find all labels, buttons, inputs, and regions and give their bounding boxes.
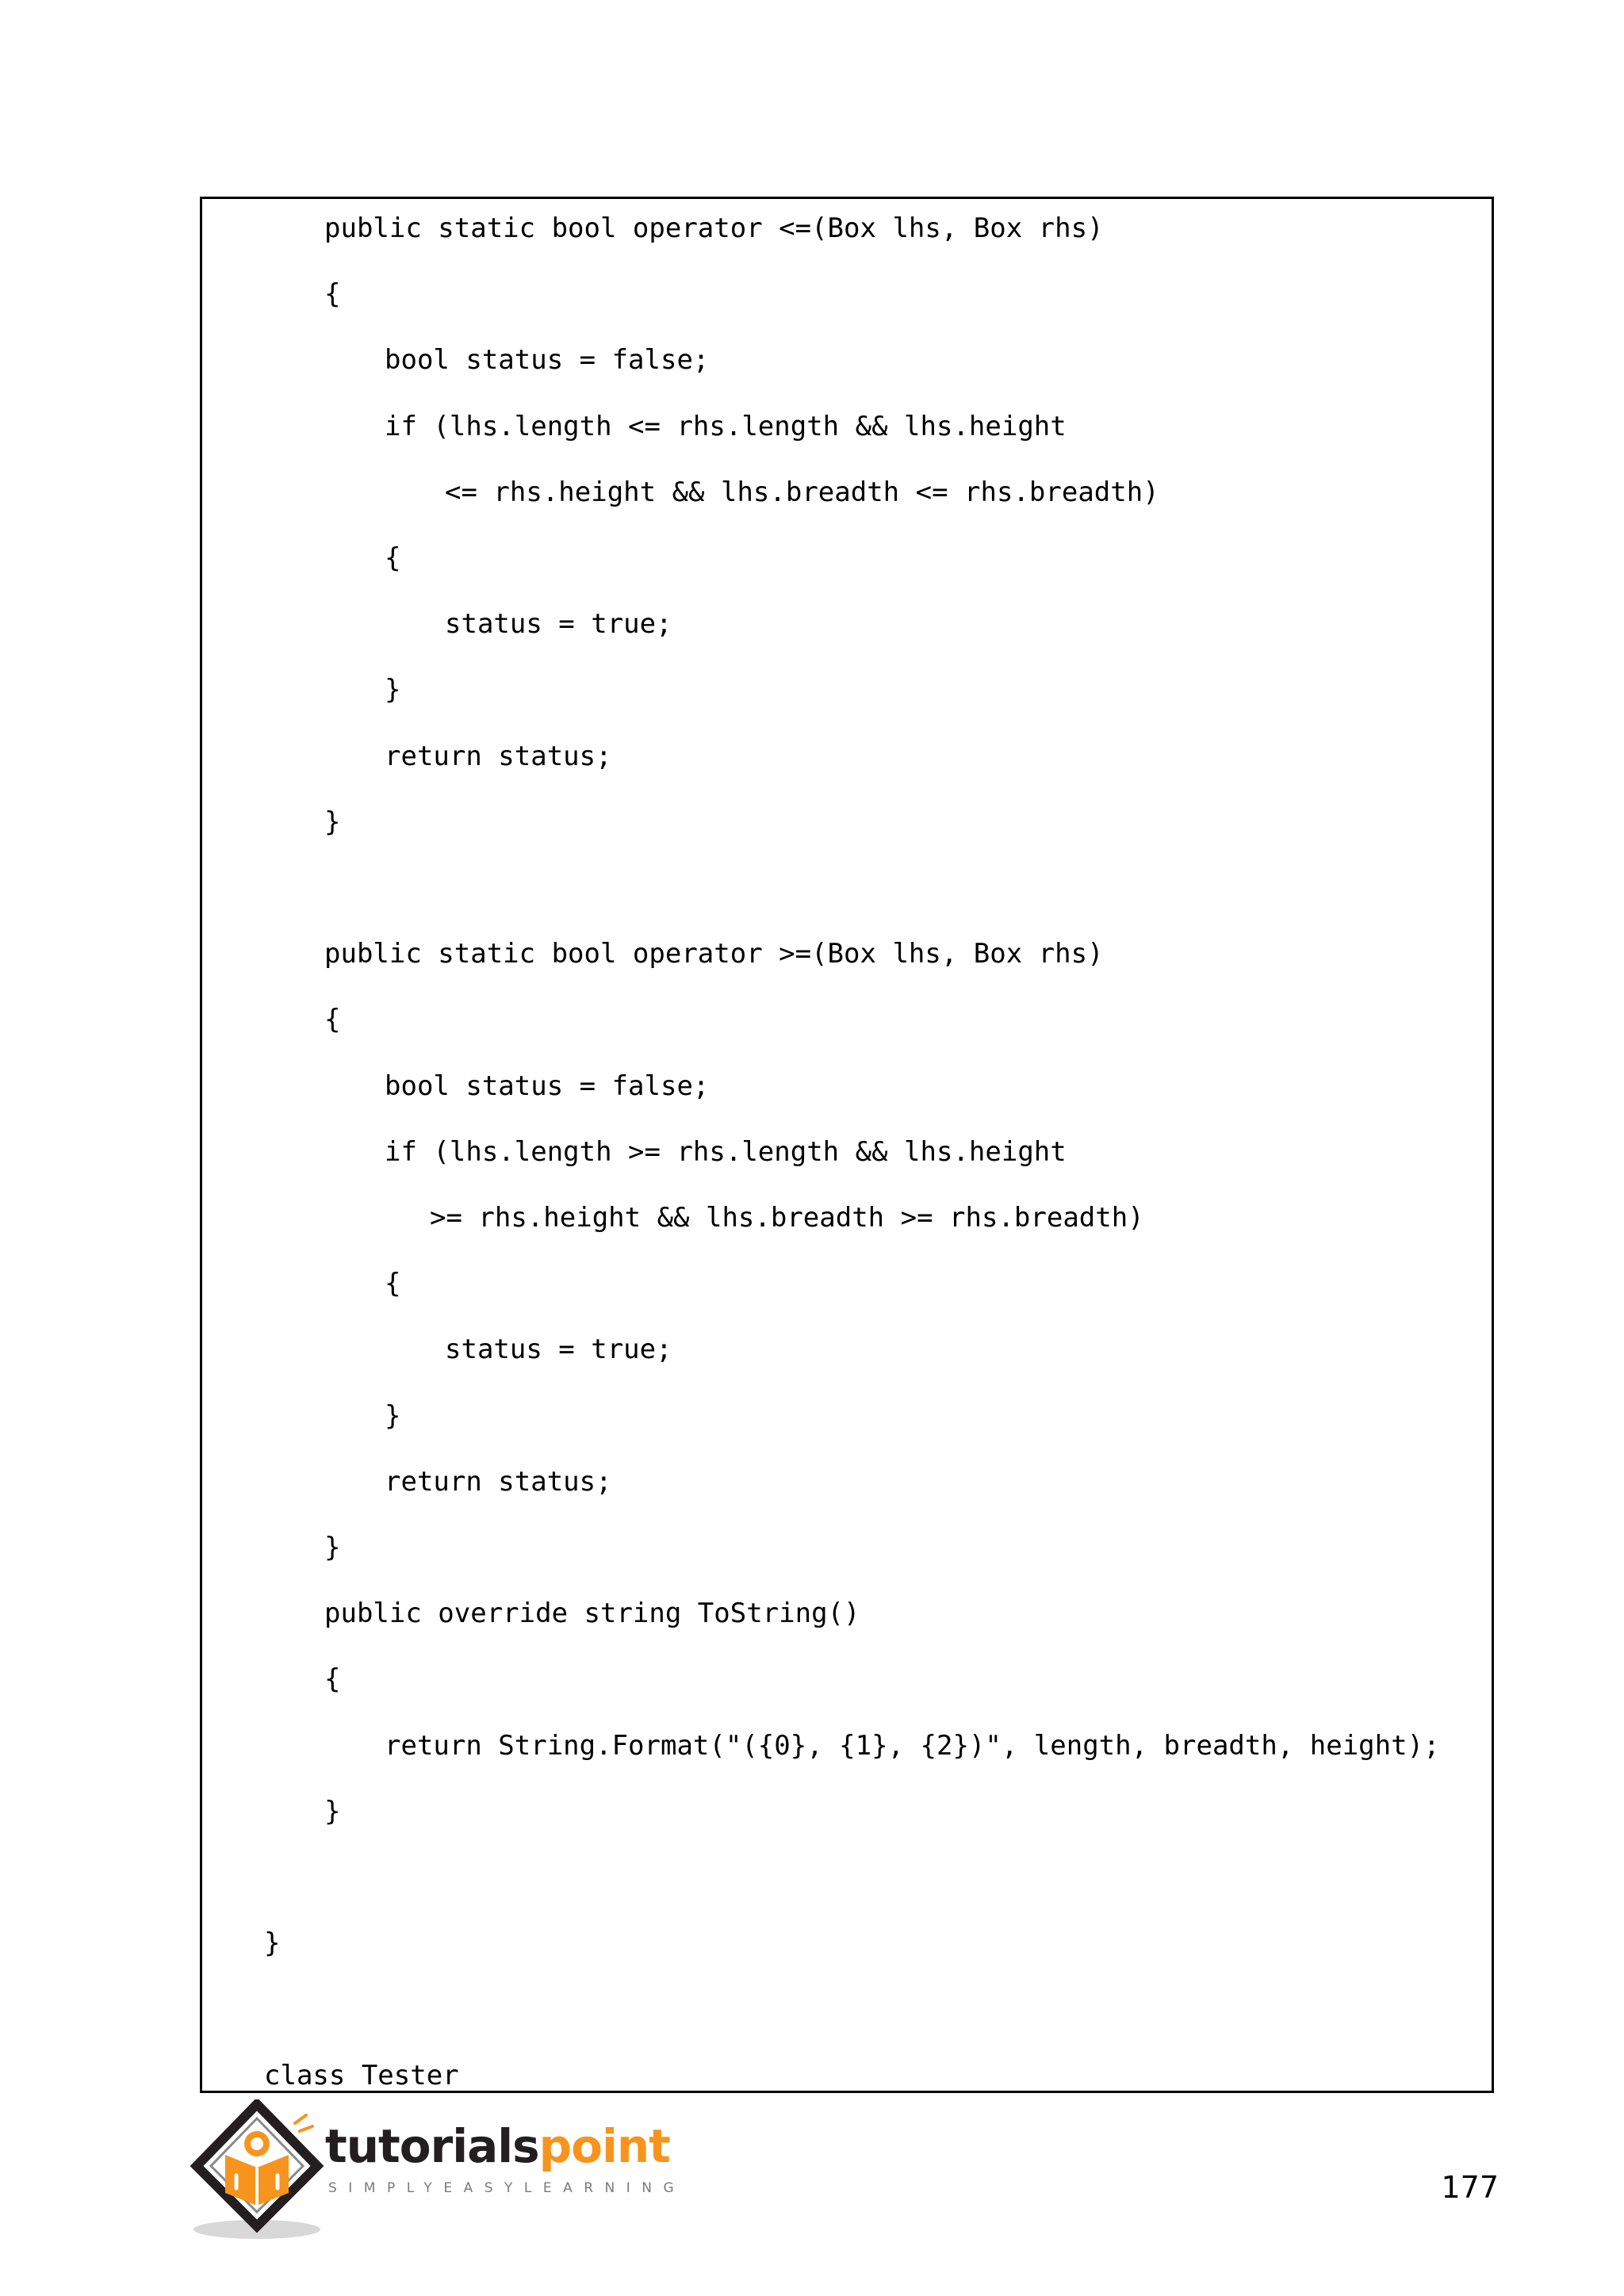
- code-line: return status;: [385, 1465, 612, 1498]
- code-line: }: [385, 674, 401, 706]
- code-line: bool status = false;: [385, 344, 710, 377]
- code-line: }: [324, 1532, 341, 1563]
- code-line: public static bool operator <=(Box lhs, Box rhs): [324, 212, 1104, 244]
- code-line: public override string ToString(): [324, 1598, 860, 1630]
- code-line: return status;: [385, 740, 612, 772]
- code-line: {: [324, 1663, 341, 1696]
- tutorialspoint-logo: [190, 2099, 686, 2242]
- code-line: class Tester: [264, 2059, 459, 2091]
- code-line: {: [385, 542, 401, 574]
- code-line: }: [264, 1927, 281, 1960]
- code-line: }: [385, 1399, 401, 1432]
- logo-tagline: SIMPLYEASYLEARNING: [328, 2180, 686, 2196]
- code-line: if (lhs.length <= rhs.length && lhs.height: [385, 410, 1067, 442]
- code-line: }: [324, 806, 341, 838]
- code-line: if (lhs.length >= rhs.length && lhs.height: [385, 1135, 1067, 1168]
- code-line: >= rhs.height && lhs.breadth >= rhs.breadth): [430, 1202, 1144, 1234]
- code-line: }: [324, 1795, 341, 1827]
- tutorialspoint-logo-icon: [190, 2099, 333, 2242]
- code-line: status = true;: [445, 1334, 672, 1366]
- code-line: return String.Format("({0}, {1}, {2})", length, breadth, height);: [385, 1729, 1440, 1762]
- code-line: {: [324, 1004, 341, 1036]
- code-line: <= rhs.height && lhs.breadth <= rhs.breadth): [445, 476, 1159, 508]
- code-line: status = true;: [445, 608, 672, 641]
- page-number: 177: [1441, 2170, 1499, 2205]
- logo-word-tutorials: tutorials: [325, 2119, 539, 2173]
- logo-wordmark: [325, 2118, 670, 2174]
- logo-word-point: point: [538, 2119, 670, 2173]
- code-line: {: [385, 1268, 401, 1300]
- code-listing: [200, 197, 1494, 2093]
- code-line: {: [324, 278, 341, 311]
- code-line: public static bool operator >=(Box lhs, Box rhs): [324, 938, 1104, 970]
- code-line: bool status = false;: [385, 1070, 710, 1102]
